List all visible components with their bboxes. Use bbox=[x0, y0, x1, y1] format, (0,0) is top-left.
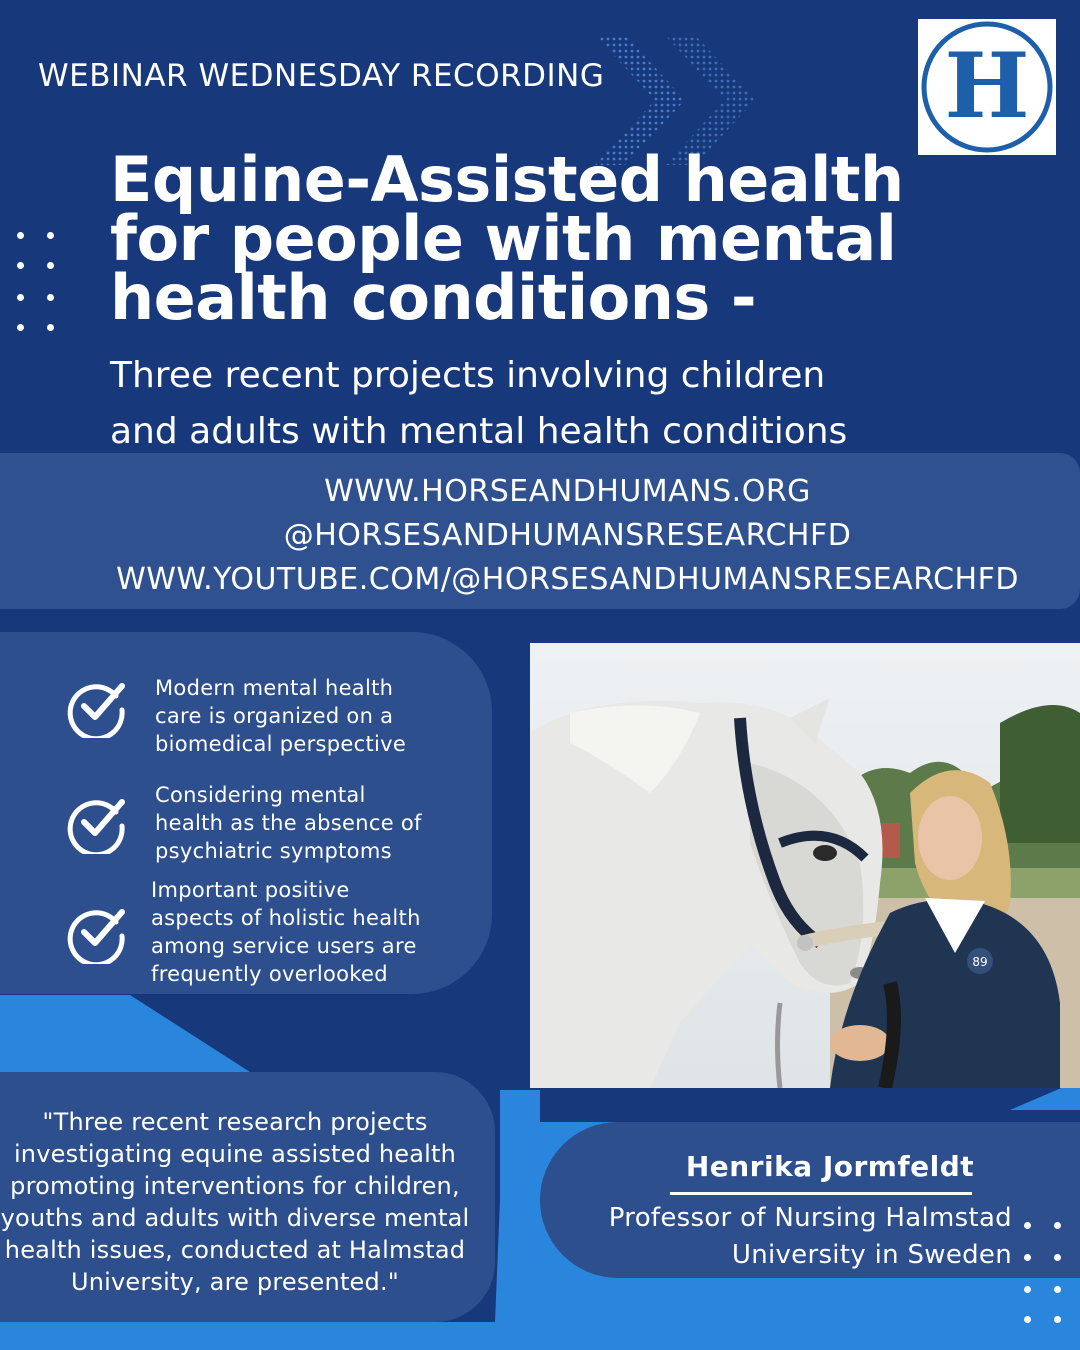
social-handle-link[interactable]: @HORSESANDHUMANSRESEARCHFD bbox=[283, 518, 852, 553]
horse-h-logo-icon bbox=[918, 19, 1056, 155]
jacket-badge-text: 89 bbox=[972, 955, 988, 969]
webinar-kicker: WEBINAR WEDNESDAY RECORDING bbox=[38, 58, 605, 94]
bullet-item bbox=[151, 876, 421, 988]
logo-letter: H bbox=[944, 33, 1030, 139]
bullet-line: health as the absence of bbox=[155, 811, 422, 835]
checkmark-circle-icon bbox=[66, 676, 128, 738]
speaker-photo bbox=[530, 643, 1080, 1088]
checkmark-circle-icon bbox=[66, 902, 128, 964]
bullet-line: among service users are bbox=[151, 934, 417, 958]
checkmark-circle-icon bbox=[66, 792, 128, 854]
quote-line: University, are presented." bbox=[70, 1268, 400, 1296]
speaker-name: Henrika Jormfeldt bbox=[685, 1150, 975, 1183]
website-link[interactable]: WWW.HORSEANDHUMANS.ORG bbox=[324, 474, 811, 509]
speaker-divider bbox=[670, 1192, 972, 1195]
speaker-role-line: Professor of Nursing Halmstad bbox=[608, 1203, 1012, 1233]
quote-line: youths and adults with diverse mental bbox=[0, 1204, 470, 1232]
quote-line: promoting interventions for children, bbox=[10, 1172, 460, 1200]
speaker-role bbox=[560, 1200, 1012, 1274]
bullet-line: care is organized on a bbox=[155, 704, 394, 728]
bullet-line: Important positive bbox=[151, 878, 350, 902]
subtitle-line: and adults with mental health conditions bbox=[110, 411, 848, 452]
quote-line: investigating equine assisted health bbox=[13, 1140, 457, 1168]
bullet-line: Considering mental bbox=[155, 783, 366, 807]
title-line: for people with mental bbox=[110, 202, 897, 275]
horse-and-woman-photo-icon bbox=[530, 643, 1080, 1088]
bullet-item bbox=[155, 674, 406, 758]
bullet-line: aspects of holistic health bbox=[151, 906, 421, 930]
bullet-line: biomedical perspective bbox=[155, 732, 407, 756]
title-line: health conditions - bbox=[110, 261, 757, 334]
bullet-item bbox=[155, 781, 422, 865]
subtitle bbox=[110, 348, 1070, 460]
logo bbox=[918, 19, 1056, 155]
youtube-link[interactable]: WWW.YOUTUBE.COM/@HORSESANDHUMANSRESEARCHFD bbox=[116, 562, 1019, 597]
bullet-line: Modern mental health bbox=[155, 676, 394, 700]
speaker-role-line: University in Sweden bbox=[731, 1240, 1012, 1270]
quote-line: "Three recent research projects bbox=[42, 1108, 428, 1136]
bullet-line: psychiatric symptoms bbox=[155, 839, 392, 863]
subtitle-line: Three recent projects involving children bbox=[110, 355, 826, 396]
title-line: Equine-Assisted health bbox=[110, 143, 904, 216]
quote-text bbox=[0, 1106, 470, 1298]
bullet-line: frequently overlooked bbox=[151, 962, 388, 986]
page-title bbox=[110, 143, 1010, 334]
quote-line: health issues, conducted at Halmstad bbox=[4, 1236, 466, 1264]
